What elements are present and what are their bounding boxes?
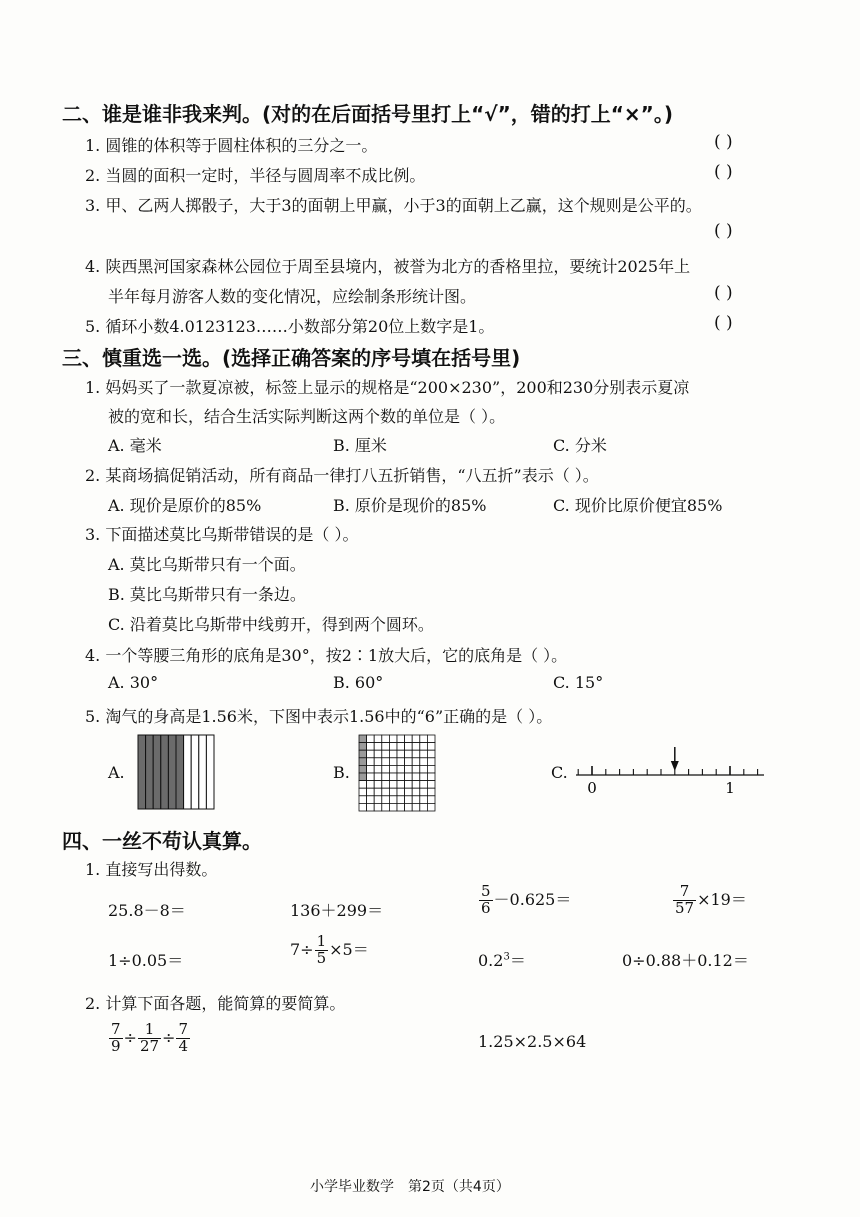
e1-frac-3 [176,1022,190,1055]
figure-b-cell [382,796,390,804]
figure-b-cell [359,750,367,758]
e1-frac-2-den: 27 [139,1036,160,1055]
s3-q5-figure-a [136,733,216,811]
figure-b-cell [397,743,405,751]
figure-b-cell [412,743,420,751]
s4-p2-no: 2. [85,994,101,1013]
figure-b-cell [405,788,413,796]
s2-q4-text: 陕西黑河国家森林公园位于周至县境内，被誉为北方的香格里拉，要统计2025年上 [105,257,691,276]
figure-b-cell [382,735,390,743]
arrow-head [671,761,679,771]
figure-b-cell [382,765,390,773]
s3-q2-option-b[interactable]: B. 原价是现价的85% [333,496,487,515]
figure-a-column [191,735,199,809]
figure-b-cell [389,750,397,758]
calc-6-numerator: 1 [316,932,327,950]
s3-q2-text: 某商场搞促销活动，所有商品一律打八五折销售，“八五折”表示（ ）。 [105,466,599,485]
calc-5[interactable]: 1÷0.05＝ [108,951,184,970]
e1-op-2: ÷ [162,1027,176,1047]
figure-b-cell [367,788,375,796]
calc-6[interactable] [290,934,369,967]
figure-b-cell [367,796,375,804]
calc-4[interactable] [672,884,747,917]
s2-q5-text: 循环小数4.0123123……小数部分第20位上数字是1。 [105,317,495,336]
section-3-title: 三、慎重选一选。(选择正确答案的序号填在括号里) [62,346,521,370]
calc-6-pre: 7÷ [290,939,314,959]
figure-b-cell [397,773,405,781]
calc-4-numerator: 7 [673,884,696,901]
figure-b-cell [405,765,413,773]
figure-a-column [176,735,184,809]
calc-7[interactable] [478,948,526,971]
s3-q3-option-b[interactable]: B. 莫比乌斯带只有一条边。 [108,585,306,604]
figure-b-cell [374,803,382,811]
s2-q4-answer-paren[interactable]: ( ) [714,283,733,303]
e1-frac-1-num: 7 [111,1020,121,1038]
s3-q4-no: 4. [85,646,101,665]
figure-b-cell [420,803,428,811]
figure-b-cell [427,788,435,796]
figure-b-cell [420,781,428,789]
calc-4-denominator: 57 [675,898,695,917]
figure-b-cell [359,743,367,751]
s2-q5-answer-paren[interactable]: ( ) [714,313,733,333]
figure-b-cell [389,765,397,773]
figure-b-cell [412,765,420,773]
s3-q4-option-b[interactable]: B. 60° [333,673,384,692]
s3-q5-figure-c [572,745,768,797]
figure-b-cell [412,803,420,811]
s3-q5-no: 5. [85,707,101,726]
s3-q5 [85,704,552,727]
e1-op-1: ÷ [123,1027,137,1047]
figure-b-cell [382,758,390,766]
figure-b-cell [374,750,382,758]
figure-b-cell [389,773,397,781]
s3-q1 [85,375,689,398]
s2-q2-no: 2. [85,166,101,185]
figure-b-cell [412,758,420,766]
figure-b-cell [382,743,390,751]
figure-b-cell [405,803,413,811]
figure-b-cell [367,758,375,766]
s2-q5 [85,314,494,337]
figure-b-cell [367,803,375,811]
calc2-expression-1[interactable] [108,1022,191,1055]
figure-b-cell [427,758,435,766]
s3-q3-text: 下面描述莫比乌斯带错误的是（ ）。 [105,525,359,544]
s3-q2-option-c[interactable]: C. 现价比原价便宜85% [553,496,723,515]
s3-q4 [85,643,567,666]
s3-q5-option-c[interactable]: C. [551,763,568,782]
figure-b-cell [374,788,382,796]
figure-b-cell [367,765,375,773]
figure-b-cell [389,743,397,751]
figure-b-cell [397,765,405,773]
e1-frac-2 [138,1022,161,1055]
figure-b-cell [367,750,375,758]
figure-b-cell [412,735,420,743]
s2-q5-no: 5. [85,317,101,336]
page-footer: 小学毕业数学 第2页（共4页） [310,1179,510,1195]
down-arrow-icon [671,747,679,771]
s2-q4-line2: 半年每月游客人数的变化情况，应绘制条形统计图。 [108,287,477,306]
figure-b-cell [405,758,413,766]
s3-q2-option-a[interactable]: A. 现价是原价的85% [108,496,262,515]
calc-7-exponent: 3 [503,951,510,963]
s4-p2-text: 计算下面各题，能简算的要简算。 [105,994,346,1013]
figure-b-cell [382,750,390,758]
calc-7-rest: ＝ [509,951,526,970]
figure-b-cell [427,796,435,804]
figure-b-cell [397,803,405,811]
s3-q1-option-a[interactable]: A. 毫米 [108,436,162,455]
figure-b-cell [374,758,382,766]
figure-b-cell [359,773,367,781]
figure-b-cell [420,773,428,781]
figure-b-cell [359,735,367,743]
s3-q1-option-c[interactable]: C. 分米 [553,436,607,455]
calc-6-rest: ×5＝ [329,939,369,959]
figure-a-column [199,735,207,809]
figure-b-cell [359,758,367,766]
calc-7-base: 0.2 [478,951,504,970]
figure-b-cell [389,781,397,789]
s4-p1-no: 1. [85,860,101,879]
figure-b-cell [412,781,420,789]
section-4-title: 四、一丝不苟认真算。 [62,829,262,853]
calc-1[interactable]: 25.8－8＝ [108,901,186,920]
s3-q3-option-c[interactable]: C. 沿着莫比乌斯带中线剪开，得到两个圆环。 [108,615,434,634]
s2-q3-answer-paren[interactable]: ( ) [714,221,733,241]
s2-q3 [85,193,702,216]
e1-frac-3-den: 4 [178,1036,188,1055]
figure-b-cell [397,758,405,766]
calc-6-denominator: 5 [316,948,327,967]
figure-b-cell [359,796,367,804]
calc-4-rest: ×19＝ [697,889,747,909]
s3-q1-text: 妈妈买了一款夏凉被，标签上显示的规格是“200×230”，200和230分别表示夏凉 [105,378,690,397]
figure-b-cell [427,735,435,743]
figure-b-cell [374,781,382,789]
section-2-title: 二、谁是谁非我来判。(对的在后面括号里打上“√”，错的打上“×”。) [62,102,673,126]
s2-q2 [85,163,425,186]
figure-b-cell [397,788,405,796]
figure-a-column [146,735,154,809]
figure-b-cell [427,773,435,781]
figure-b-cell [382,788,390,796]
figure-b-cell [427,750,435,758]
figure-b-cell [427,743,435,751]
figure-b-cell [420,758,428,766]
figure-b-cell [420,765,428,773]
figure-b-cell [427,803,435,811]
figure-b-cell [412,773,420,781]
figure-b-cell [382,781,390,789]
calc-8[interactable]: 0÷0.88＋0.12＝ [622,951,749,970]
s3-q5-option-b[interactable]: B. [333,763,350,782]
calc-3[interactable] [478,884,571,917]
figure-b-cell [389,796,397,804]
s3-q3-option-a[interactable]: A. 莫比乌斯带只有一个面。 [108,555,306,574]
s4-p2 [85,991,345,1014]
figure-b-cell [359,781,367,789]
s3-q4-option-c[interactable]: C. 15° [553,673,604,692]
figure-b-cell [374,796,382,804]
figure-b-cell [389,758,397,766]
figure-b-cell [367,773,375,781]
calc-3-denominator: 6 [481,898,491,917]
figure-b-cell [405,773,413,781]
s2-q1-answer-paren[interactable]: ( ) [714,132,733,152]
figure-b-cell [389,803,397,811]
figure-b-cell [405,796,413,804]
number-line-label-1: 1 [725,779,735,797]
s2-q1-text: 圆锥的体积等于圆柱体积的三分之一。 [105,136,378,155]
figure-b-cell [382,803,390,811]
figure-b-cell [367,781,375,789]
figure-b-cell [397,735,405,743]
s4-p1 [85,857,217,880]
figure-b-cell [374,743,382,751]
figure-b-cell [374,765,382,773]
calc-4-fraction [673,884,696,917]
calc2-expression-2[interactable]: 1.25×2.5×64 [478,1032,587,1051]
s2-q4 [85,254,690,277]
figure-b-cell [397,796,405,804]
figure-b-cell [397,781,405,789]
figure-b-cell [405,735,413,743]
figure-a-column [153,735,161,809]
figure-b-cell [405,750,413,758]
figure-a-column [161,735,169,809]
s2-q1 [85,133,377,156]
figure-b-cell [389,788,397,796]
s2-q3-text: 甲、乙两人掷骰子，大于3的面朝上甲赢，小于3的面朝上乙赢，这个规则是公平的。 [105,196,702,215]
s3-q3-no: 3. [85,525,101,544]
figure-b-cell [359,788,367,796]
e1-frac-3-num: 7 [178,1020,188,1038]
figure-b-cell [420,743,428,751]
figure-a-column [168,735,176,809]
calc-6-fraction [315,934,329,967]
figure-b-cell [382,773,390,781]
e1-frac-2-num: 1 [138,1022,161,1039]
calc-3-fraction [479,884,493,917]
s3-q5-text: 淘气的身高是1.56米，下图中表示1.56中的“6”正确的是（ ）。 [105,707,553,726]
figure-b-cell [420,796,428,804]
figure-b-cell [367,735,375,743]
s3-q2-no: 2. [85,466,101,485]
figure-b-cell [405,743,413,751]
figure-a-column [184,735,192,809]
e1-frac-1-den: 9 [111,1036,121,1055]
e1-frac-1 [109,1022,123,1055]
s2-q2-text: 当圆的面积一定时，半径与圆周率不成比例。 [105,166,426,185]
calc-3-rest: －0.625＝ [493,889,572,909]
s3-q3 [85,522,358,545]
s2-q4-no: 4. [85,257,101,276]
s4-p1-text: 直接写出得数。 [105,860,218,879]
s3-q5-option-a[interactable]: A. [108,763,125,782]
figure-b-cell [374,735,382,743]
s2-q2-answer-paren[interactable]: ( ) [714,162,733,182]
calc-2[interactable]: 136＋299＝ [290,901,384,920]
figure-b-cell [420,750,428,758]
figure-b-cell [374,773,382,781]
figure-b-cell [397,750,405,758]
s3-q2 [85,463,599,486]
figure-b-cell [420,735,428,743]
calc-3-numerator: 5 [481,882,491,900]
s3-q1-no: 1. [85,378,101,397]
figure-b-cell [412,788,420,796]
figure-b-cell [420,788,428,796]
s3-q4-text: 一个等腰三角形的底角是30°，按2∶1放大后，它的底角是（ ）。 [105,646,568,665]
s3-q1-line2: 被的宽和长，结合生活实际判断这两个数的单位是（ ）。 [108,407,506,426]
s2-q3-no: 3. [85,196,101,215]
s3-q1-option-b[interactable]: B. 厘米 [333,436,387,455]
figure-a-column [206,735,214,809]
figure-b-cell [412,796,420,804]
figure-b-cell [427,765,435,773]
figure-b-cell [367,743,375,751]
figure-b-cell [359,803,367,811]
s3-q4-option-a[interactable]: A. 30° [108,673,159,692]
s2-q1-no: 1. [85,136,101,155]
number-line-label-0: 0 [587,779,597,797]
figure-b-cell [389,735,397,743]
figure-b-cell [359,765,367,773]
figure-b-cell [405,781,413,789]
figure-b-cell [412,750,420,758]
figure-a-column [138,735,146,809]
figure-b-cell [427,781,435,789]
s3-q5-figure-b [357,733,439,813]
